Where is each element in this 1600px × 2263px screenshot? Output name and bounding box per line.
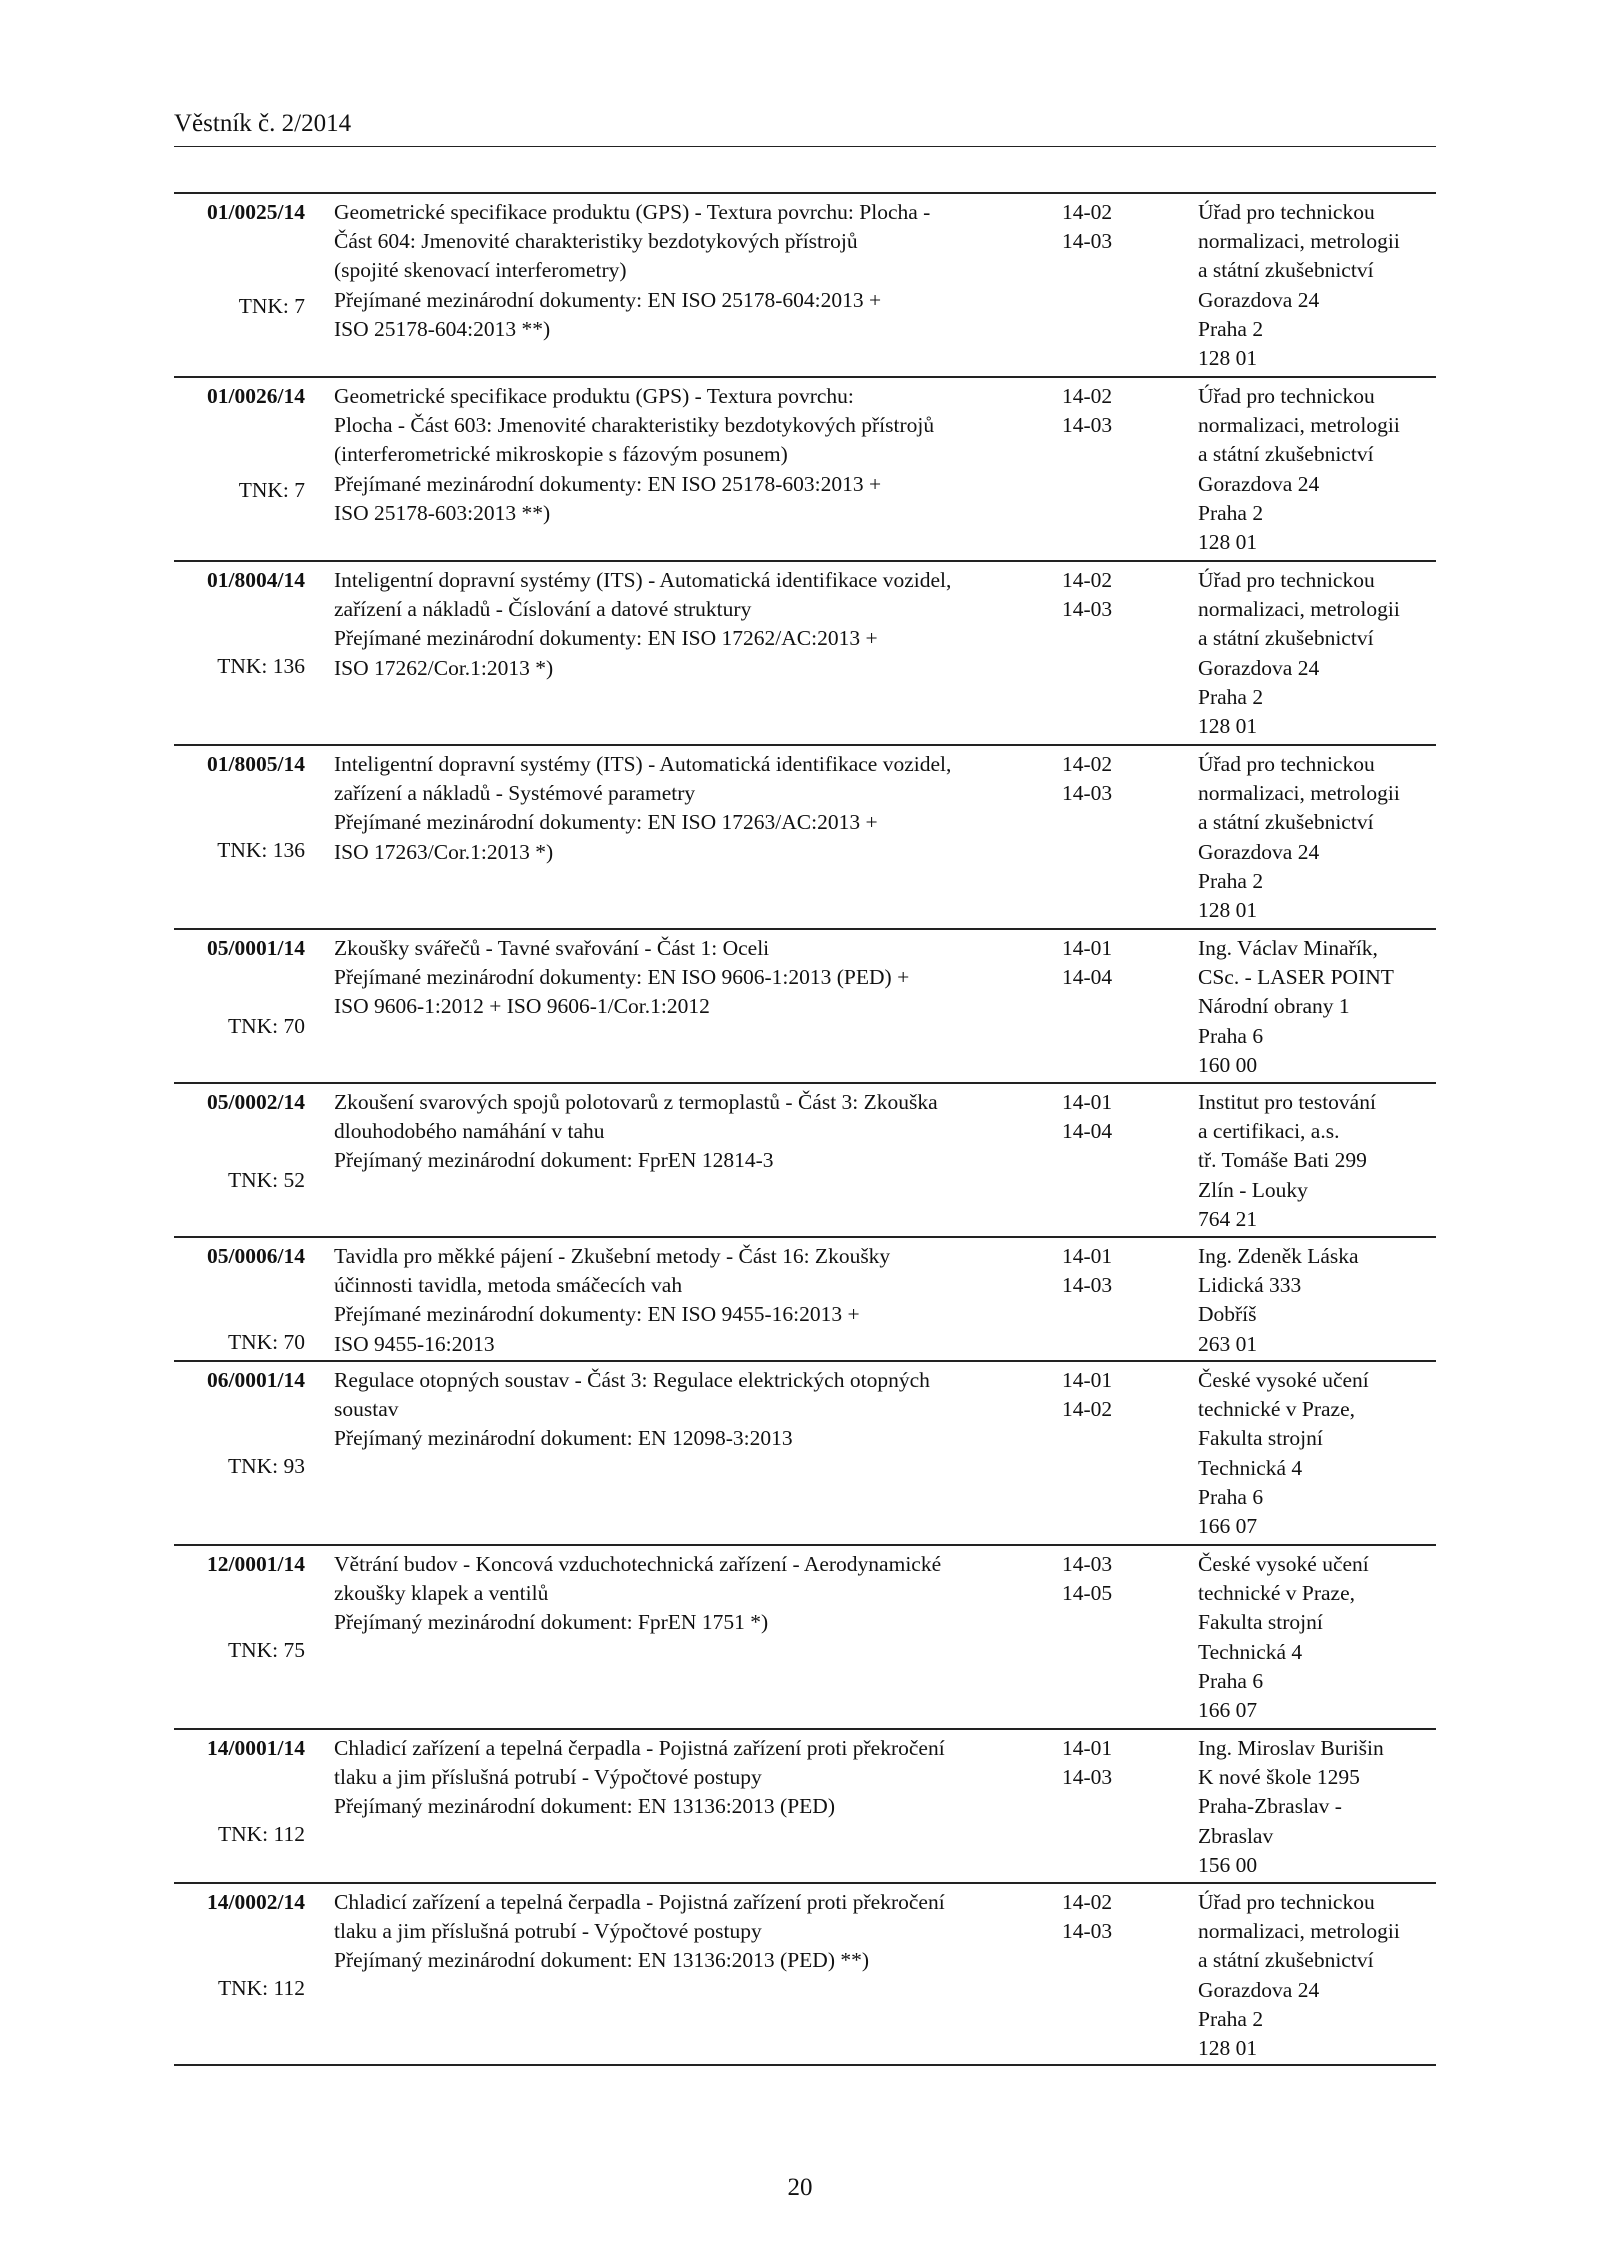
description-line: ISO 25178-603:2013 **) xyxy=(334,500,551,525)
organization-line: Praha 2 xyxy=(1198,868,1264,893)
table-row xyxy=(174,560,1436,744)
table-row xyxy=(174,192,1436,376)
codes-cell xyxy=(1062,1366,1172,1424)
organization-line: 128 01 xyxy=(1198,530,1258,555)
organization-cell xyxy=(1198,1888,1438,2063)
organization-line: Gorazdova 24 xyxy=(1198,839,1320,864)
entry-number: 14/0002/14 xyxy=(207,1890,305,1914)
code-line: 14-01 xyxy=(1062,1244,1113,1268)
organization-cell xyxy=(1198,1366,1438,1541)
description-line: Přejímaný mezinárodní dokument: EN 13136:2013 (PED) xyxy=(334,1794,835,1819)
organization-line: Národní obrany 1 xyxy=(1198,994,1350,1019)
organization-line: Lidická 333 xyxy=(1198,1273,1302,1298)
organization-line: technické v Praze, xyxy=(1198,1397,1355,1422)
table-row xyxy=(174,744,1436,928)
code-line: 14-01 xyxy=(1062,1736,1113,1760)
code-line: 14-02 xyxy=(1062,568,1113,592)
entry-number: 01/0026/14 xyxy=(207,384,305,408)
entry-id-cell xyxy=(174,566,305,678)
organization-line: Institut pro testování xyxy=(1198,1090,1376,1114)
description-line: Plocha - Část 603: Jmenovité charakteristiky bezdotykových přístrojů xyxy=(334,413,935,438)
description-line: účinnosti tavidla, metoda smáčecích vah xyxy=(334,1273,683,1298)
organization-line: České vysoké učení xyxy=(1198,1368,1369,1392)
organization-cell xyxy=(1198,198,1438,373)
entry-number: 01/8004/14 xyxy=(207,568,305,592)
description-line: Regulace otopných soustav - Část 3: Regulace elektrických otopných xyxy=(334,1368,930,1392)
page-number: 20 xyxy=(787,2174,813,2201)
description-line: (spojité skenovací interferometry) xyxy=(334,258,627,283)
table-row xyxy=(174,1882,1436,2066)
description-line: Přejímané mezinárodní dokumenty: EN ISO 17262/AC:2013 + xyxy=(334,626,878,651)
organization-line: Gorazdova 24 xyxy=(1198,1977,1320,2002)
organization-line: tř. Tomáše Bati 299 xyxy=(1198,1148,1367,1173)
organization-cell xyxy=(1198,1550,1438,1725)
code-line: 14-04 xyxy=(1062,1119,1113,1144)
description-line: zařízení a nákladů - Číslování a datové struktury xyxy=(334,597,752,622)
code-line: 14-02 xyxy=(1062,752,1113,776)
organization-cell xyxy=(1198,934,1438,1080)
table-row xyxy=(174,376,1436,560)
organization-line: a státní zkušebnictví xyxy=(1198,626,1374,651)
organization-line: Úřad pro technickou xyxy=(1198,384,1375,408)
code-line: 14-03 xyxy=(1062,1765,1113,1790)
tnk-label: TNK: 70 xyxy=(227,1330,305,1354)
tnk-label: TNK: 112 xyxy=(218,1822,305,1846)
description-cell xyxy=(334,934,1034,1022)
organization-line: K nové škole 1295 xyxy=(1198,1765,1360,1790)
code-line: 14-04 xyxy=(1062,965,1113,990)
organization-line: normalizaci, metrologii xyxy=(1198,1919,1400,1944)
organization-line: 166 07 xyxy=(1198,1514,1258,1539)
organization-cell xyxy=(1198,1734,1438,1880)
description-line: Geometrické specifikace produktu (GPS) - Textura povrchu: Plocha - xyxy=(334,200,931,224)
description-line: tlaku a jim příslušná potrubí - Výpočtové postupy xyxy=(334,1919,762,1944)
description-cell xyxy=(334,1888,1034,1976)
codes-cell xyxy=(1062,566,1172,624)
organization-line: Praha 6 xyxy=(1198,1484,1264,1509)
organization-line: Fakulta strojní xyxy=(1198,1426,1323,1451)
organization-line: Úřad pro technickou xyxy=(1198,568,1375,592)
tnk-label: TNK: 7 xyxy=(238,478,305,502)
description-line: Tavidla pro měkké pájení - Zkušební metody - Část 16: Zkoušky xyxy=(334,1244,891,1268)
description-cell xyxy=(334,1088,1034,1176)
description-line: Přejímaný mezinárodní dokument: FprEN 1751 *) xyxy=(334,1610,769,1635)
organization-cell xyxy=(1198,566,1438,741)
organization-line: a certifikaci, a.s. xyxy=(1198,1119,1340,1144)
code-line: 14-02 xyxy=(1062,384,1113,408)
description-cell xyxy=(334,1366,1034,1454)
table-row xyxy=(174,928,1436,1082)
description-cell xyxy=(334,750,1034,867)
table-row xyxy=(174,1728,1436,1882)
organization-line: CSc. - LASER POINT xyxy=(1198,965,1394,990)
description-line: Přejímaný mezinárodní dokument: EN 12098-3:2013 xyxy=(334,1426,793,1451)
organization-line: Praha 6 xyxy=(1198,1023,1264,1048)
description-line: Inteligentní dopravní systémy (ITS) - Automatická identifikace vozidel, xyxy=(334,752,952,776)
description-line: zkoušky klapek a ventilů xyxy=(334,1581,549,1606)
organization-line: 128 01 xyxy=(1198,898,1258,923)
entry-number: 01/8005/14 xyxy=(207,752,305,776)
organization-line: Gorazdova 24 xyxy=(1198,287,1320,312)
organization-cell xyxy=(1198,382,1438,557)
entry-id-cell xyxy=(174,1550,305,1662)
organization-line: Úřad pro technickou xyxy=(1198,752,1375,776)
organization-line: normalizaci, metrologii xyxy=(1198,229,1400,254)
organization-line: Dobříš xyxy=(1198,1302,1257,1327)
organization-line: a státní zkušebnictví xyxy=(1198,442,1374,467)
description-cell xyxy=(334,1242,1034,1359)
organization-line: normalizaci, metrologii xyxy=(1198,781,1400,806)
entry-id-cell xyxy=(174,934,305,1038)
organization-line: normalizaci, metrologii xyxy=(1198,413,1400,438)
page-header-title: Věstník č. 2/2014 xyxy=(174,110,352,137)
codes-cell xyxy=(1062,1734,1172,1792)
description-line: Zkoušení svarových spojů polotovarů z termoplastů - Část 3: Zkouška xyxy=(334,1090,938,1114)
description-cell xyxy=(334,198,1034,344)
organization-cell xyxy=(1198,750,1438,925)
description-line: Přejímané mezinárodní dokumenty: EN ISO 9606-1:2013 (PED) + xyxy=(334,965,910,990)
description-line: ISO 9455-16:2013 xyxy=(334,1331,495,1356)
header-rule xyxy=(174,146,1436,147)
tnk-label: TNK: 7 xyxy=(238,294,305,318)
description-cell xyxy=(334,1550,1034,1638)
description-line: Zkoušky svářečů - Tavné svařování - Část 1: Oceli xyxy=(334,936,770,960)
codes-cell xyxy=(1062,382,1172,440)
codes-cell xyxy=(1062,198,1172,256)
entry-number: 05/0001/14 xyxy=(207,936,305,960)
organization-line: Zlín - Louky xyxy=(1198,1177,1308,1202)
organization-line: Fakulta strojní xyxy=(1198,1610,1323,1635)
organization-line: Technická 4 xyxy=(1198,1455,1303,1480)
entry-number: 06/0001/14 xyxy=(207,1368,305,1392)
organization-line: 263 01 xyxy=(1198,1331,1258,1356)
entry-id-cell xyxy=(174,1366,305,1478)
description-line: ISO 25178-604:2013 **) xyxy=(334,316,551,341)
organization-line: Praha 2 xyxy=(1198,500,1264,525)
organization-line: technické v Praze, xyxy=(1198,1581,1355,1606)
code-line: 14-01 xyxy=(1062,936,1113,960)
organization-line: Ing. Václav Minařík, xyxy=(1198,936,1378,960)
description-line: ISO 17263/Cor.1:2013 *) xyxy=(334,839,554,864)
organization-line: Technická 4 xyxy=(1198,1639,1303,1664)
code-line: 14-01 xyxy=(1062,1090,1113,1114)
code-line: 14-02 xyxy=(1062,1397,1113,1422)
description-line: Přejímané mezinárodní dokumenty: EN ISO 17263/AC:2013 + xyxy=(334,810,878,835)
description-line: Přejímaný mezinárodní dokument: FprEN 12814-3 xyxy=(334,1148,774,1173)
organization-line: Gorazdova 24 xyxy=(1198,655,1320,680)
description-line: Chladicí zařízení a tepelná čerpadla - Pojistná zařízení proti překročení xyxy=(334,1890,945,1914)
code-line: 14-03 xyxy=(1062,229,1113,254)
organization-line: České vysoké učení xyxy=(1198,1552,1369,1576)
organization-line: Praha 2 xyxy=(1198,684,1264,709)
entry-id-cell xyxy=(174,1888,305,2000)
organization-cell xyxy=(1198,1088,1438,1234)
entry-number: 14/0001/14 xyxy=(207,1736,305,1760)
description-line: dlouhodobého namáhání v tahu xyxy=(334,1119,605,1144)
organization-line: a státní zkušebnictví xyxy=(1198,1948,1374,1973)
description-line: Přejímané mezinárodní dokumenty: EN ISO 25178-603:2013 + xyxy=(334,471,882,496)
organization-line: Ing. Zdeněk Láska xyxy=(1198,1244,1359,1268)
codes-cell xyxy=(1062,750,1172,808)
description-cell xyxy=(334,1734,1034,1822)
organization-line: Ing. Miroslav Burišin xyxy=(1198,1736,1384,1760)
description-line: Inteligentní dopravní systémy (ITS) - Automatická identifikace vozidel, xyxy=(334,568,952,592)
description-line: soustav xyxy=(334,1397,399,1422)
description-line: Přejímané mezinárodní dokumenty: EN ISO 9455-16:2013 + xyxy=(334,1302,860,1327)
tnk-label: TNK: 52 xyxy=(227,1168,305,1192)
code-line: 14-01 xyxy=(1062,1368,1113,1392)
organization-line: 160 00 xyxy=(1198,1052,1258,1077)
code-line: 14-02 xyxy=(1062,1890,1113,1914)
tnk-label: TNK: 75 xyxy=(227,1638,305,1662)
description-line: ISO 17262/Cor.1:2013 *) xyxy=(334,655,554,680)
entry-id-cell xyxy=(174,198,305,318)
organization-line: 128 01 xyxy=(1198,346,1258,371)
code-line: 14-03 xyxy=(1062,1273,1113,1298)
codes-cell xyxy=(1062,934,1172,992)
code-line: 14-03 xyxy=(1062,413,1113,438)
tnk-label: TNK: 136 xyxy=(217,654,305,678)
description-line: Přejímané mezinárodní dokumenty: EN ISO 25178-604:2013 + xyxy=(334,287,882,312)
description-line: Chladicí zařízení a tepelná čerpadla - Pojistná zařízení proti překročení xyxy=(334,1736,945,1760)
code-line: 14-03 xyxy=(1062,781,1113,806)
code-line: 14-03 xyxy=(1062,597,1113,622)
table-row xyxy=(174,1082,1436,1236)
description-cell xyxy=(334,382,1034,528)
description-line: Část 604: Jmenovité charakteristiky bezdotykových přístrojů xyxy=(334,229,858,254)
code-line: 14-03 xyxy=(1062,1919,1113,1944)
description-line: (interferometrické mikroskopie s fázovým posunem) xyxy=(334,442,788,467)
organization-line: 128 01 xyxy=(1198,714,1258,739)
entry-number: 05/0006/14 xyxy=(207,1244,305,1268)
description-line: Větrání budov - Koncová vzduchotechnická zařízení - Aerodynamické xyxy=(334,1552,942,1576)
tnk-label: TNK: 112 xyxy=(218,1976,305,2000)
description-line: Geometrické specifikace produktu (GPS) - Textura povrchu: xyxy=(334,384,854,408)
table-row xyxy=(174,1360,1436,1544)
tnk-label: TNK: 93 xyxy=(227,1454,305,1478)
organization-cell xyxy=(1198,1242,1438,1359)
code-line: 14-05 xyxy=(1062,1581,1113,1606)
code-line: 14-02 xyxy=(1062,200,1113,224)
organization-line: 156 00 xyxy=(1198,1852,1258,1877)
description-line: zařízení a nákladů - Systémové parametry xyxy=(334,781,696,806)
description-line: Přejímaný mezinárodní dokument: EN 13136:2013 (PED) **) xyxy=(334,1948,870,1973)
organization-line: Praha 2 xyxy=(1198,316,1264,341)
organization-line: Zbraslav xyxy=(1198,1823,1274,1848)
organization-line: a státní zkušebnictví xyxy=(1198,810,1374,835)
code-line: 14-03 xyxy=(1062,1552,1113,1576)
entry-id-cell xyxy=(174,750,305,862)
codes-cell xyxy=(1062,1088,1172,1146)
tnk-label: TNK: 70 xyxy=(227,1014,305,1038)
organization-line: Praha 6 xyxy=(1198,1668,1264,1693)
organization-line: Úřad pro technickou xyxy=(1198,200,1375,224)
organization-line: Praha 2 xyxy=(1198,2006,1264,2031)
organization-line: normalizaci, metrologii xyxy=(1198,597,1400,622)
organization-line: Gorazdova 24 xyxy=(1198,471,1320,496)
organization-line: Praha-Zbraslav - xyxy=(1198,1794,1342,1819)
table-row xyxy=(174,1544,1436,1728)
entry-id-cell xyxy=(174,1242,305,1354)
entry-id-cell xyxy=(174,1088,305,1192)
entry-number: 01/0025/14 xyxy=(207,200,305,224)
organization-line: 764 21 xyxy=(1198,1206,1258,1231)
organization-line: 128 01 xyxy=(1198,2036,1258,2061)
organization-line: a státní zkušebnictví xyxy=(1198,258,1374,283)
entry-number: 12/0001/14 xyxy=(207,1552,305,1576)
entry-id-cell xyxy=(174,382,305,502)
table-row xyxy=(174,1236,1436,1360)
organization-line: Úřad pro technickou xyxy=(1198,1890,1375,1914)
description-cell xyxy=(334,566,1034,683)
codes-cell xyxy=(1062,1242,1172,1300)
organization-line: 166 07 xyxy=(1198,1698,1258,1723)
description-line: tlaku a jim příslušná potrubí - Výpočtové postupy xyxy=(334,1765,762,1790)
codes-cell xyxy=(1062,1550,1172,1608)
description-line: ISO 9606-1:2012 + ISO 9606-1/Cor.1:2012 xyxy=(334,994,710,1019)
entry-id-cell xyxy=(174,1734,305,1846)
entry-number: 05/0002/14 xyxy=(207,1090,305,1114)
standards-table xyxy=(174,192,1436,2066)
tnk-label: TNK: 136 xyxy=(217,838,305,862)
codes-cell xyxy=(1062,1888,1172,1946)
